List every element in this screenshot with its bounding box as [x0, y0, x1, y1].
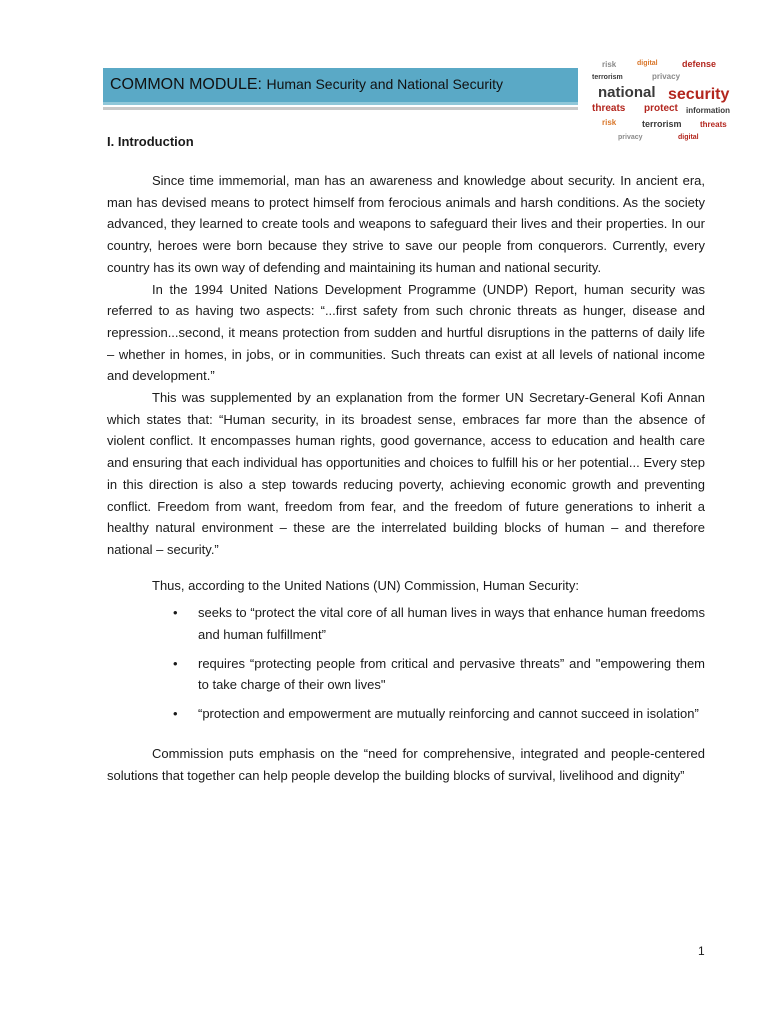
cloud-word: protect	[644, 103, 678, 114]
bullet-icon: •	[173, 655, 178, 671]
cloud-word: national	[598, 84, 656, 101]
cloud-word: risk	[602, 60, 617, 69]
page-number: 1	[698, 944, 705, 958]
module-topic: Human Security and National Security	[266, 76, 504, 92]
header-rule	[103, 107, 578, 110]
cloud-word: risk	[602, 118, 617, 127]
paragraph: This was supplemented by an explanation from the former UN Secretary-General Kofi Annan which states that: “Human security, in its broadest sense, embraces far more than the absence of violent conflict. It encompasses human rights, good governance, access to education and health care and ensuring that each individual has opportunities and choices to fulfill his or her potential... Every step in this direction is also a step towards reducing poverty, achieving economic growth and preventing conflict. Freedom from want, freedom from fear, and the freedom of future generations to inherit a healthy natural environment – these are the interrelated building blocks of human – and therefore national – security.”	[107, 390, 705, 557]
cloud-word: privacy	[618, 134, 643, 141]
section-heading: I. Introduction	[107, 134, 194, 149]
list-item-text: seeks to “protect the vital core of all human lives in ways that enhance human freedoms and human fulfillment”	[198, 605, 705, 643]
document-body	[107, 170, 705, 786]
paragraph: Since time immemorial, man has an awareness and knowledge about security. In ancient era, man has devised means to protect himself from ferocious animals and harsh conditions. As the society advanced, they learned to create tools and weapons to safeguard their lives and their properties. In our country, heroes were born because they strive to save our people from conquerors. Currently, every country has its own way of defending and maintaining its human and national security.	[107, 173, 705, 275]
list-item	[107, 703, 705, 725]
lead-in-paragraph: Thus, according to the United Nations (UN) Commission, Human Security:	[152, 577, 579, 593]
cloud-word: information	[686, 106, 730, 115]
cloud-word: threats	[592, 103, 626, 114]
cloud-word: threats	[700, 120, 727, 129]
closing-paragraph: Commission puts emphasis on the “need for comprehensive, integrated and people-centered solutions that together can help people develop the building blocks of survival, livelihood and dignity”	[107, 745, 705, 783]
list-item	[107, 653, 705, 696]
cloud-word: security	[668, 86, 730, 103]
cloud-word: digital	[678, 134, 699, 141]
list-item-text: requires “protecting people from critical and pervasive threats” and "empowering them to take charge of their own lives"	[198, 655, 705, 693]
list-item	[107, 602, 705, 645]
paragraph: In the 1994 United Nations Development Programme (UNDP) Report, human security was referred to as having two aspects: “...first safety from such chronic threats as hunger, disease and repression...second, it means protection from sudden and hurtful disruptions in the patterns of daily life – whether in homes, in jobs, or in communities. Such threats can exist at all levels of national income and development.”	[107, 281, 705, 384]
cloud-word: digital	[637, 60, 658, 67]
module-label: COMMON MODULE:	[110, 76, 262, 93]
cloud-word: terrorism	[592, 74, 623, 81]
cloud-word: defense	[682, 59, 717, 69]
cloud-word: privacy	[652, 72, 681, 81]
bullet-icon: •	[173, 605, 178, 621]
bullet-icon: •	[173, 706, 178, 722]
cloud-word: terrorism	[642, 119, 682, 129]
module-title	[110, 76, 503, 94]
bullet-list	[107, 602, 705, 725]
list-item-text: “protection and empowerment are mutually reinforcing and cannot succeed in isolation”	[198, 706, 699, 722]
security-word-cloud-image	[582, 53, 754, 145]
